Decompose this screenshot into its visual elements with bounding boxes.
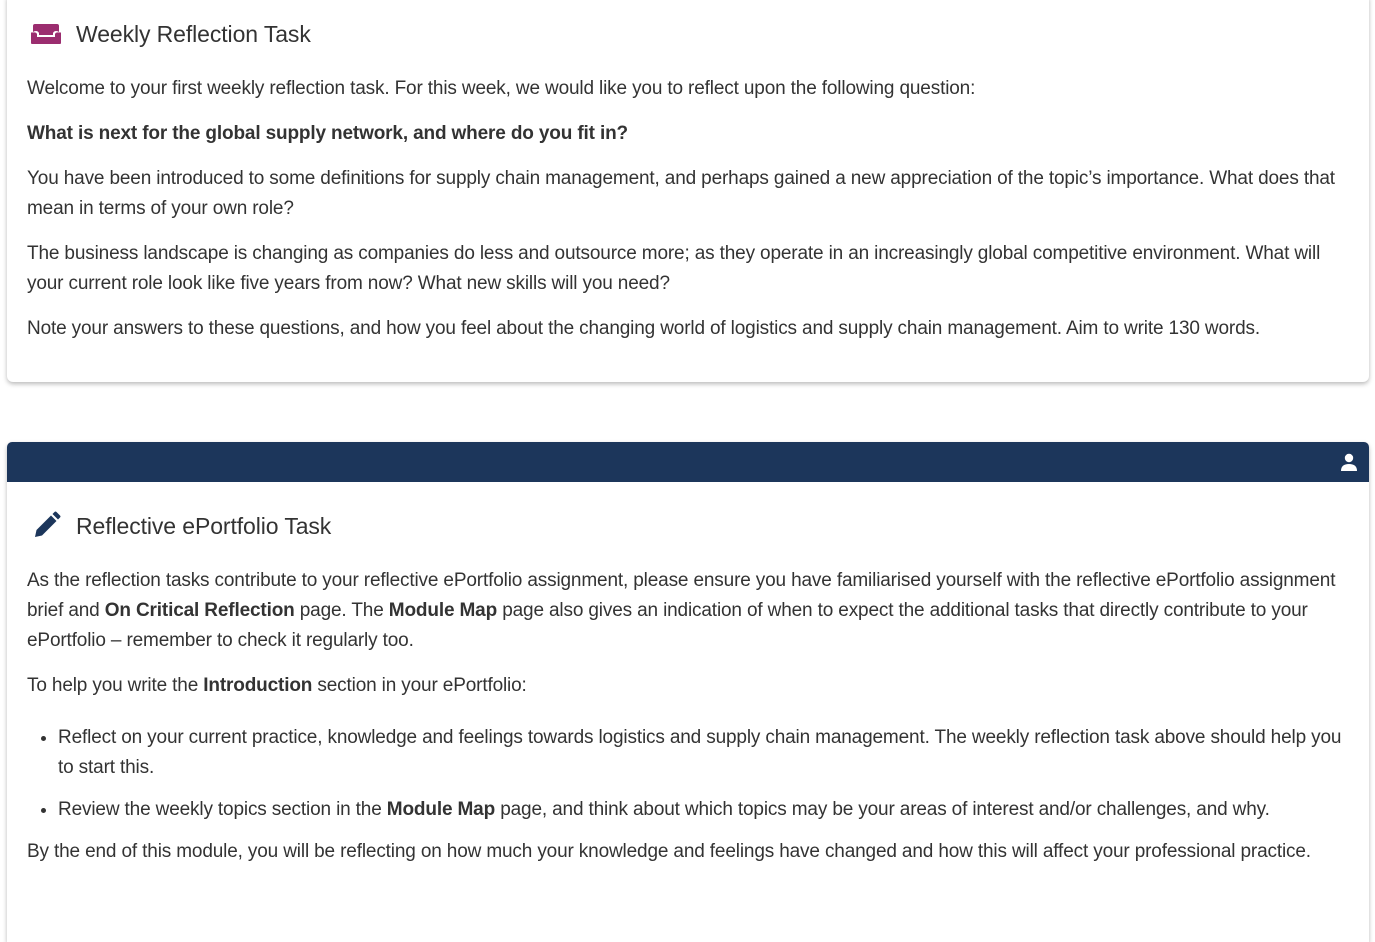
guidance-list — [27, 723, 1349, 825]
intro-text-2: page. The — [294, 600, 389, 621]
closing-text: By the end of this module, you will be reflecting on how much your knowledge and feelings have changed and how this will affect your professional practice. — [27, 841, 1311, 862]
intro-text-3: page also gives an indication of when to expect the additional tasks that directly contribute to your ePortfolio – remember to check it regularly too. — [27, 600, 1308, 651]
list-item: • Reflect on your current practice, knowledge and feelings towards logistics and supply chain management. The weekly reflection task above should help you to start this. — [58, 723, 1349, 783]
weekly-question: What is next for the global supply network, and where do you fit in? — [27, 123, 629, 144]
weekly-reflection-header — [27, 17, 1349, 51]
eportfolio-card — [7, 442, 1369, 942]
weekly-intro-text: Welcome to your first weekly reflection task. For this week, we would like you to reflect upon the following question: — [27, 78, 976, 99]
card-header-band — [7, 442, 1369, 482]
bullet-text-1: Review the weekly topics section in the — [58, 799, 387, 820]
introduction-bold: Introduction — [203, 675, 313, 696]
help-text — [27, 671, 1349, 701]
help-text-2: section in your ePortfolio: — [312, 675, 527, 696]
weekly-paragraph-2: The business landscape is changing as companies do less and outsource more; as they operate in an increasingly global competitive environment. What will your current role look like five years from now? What new skills will you need? — [27, 243, 1321, 294]
weekly-paragraph-3: Note your answers to these questions, and how you feel about the changing world of logistics and supply chain management. Aim to write 130 words. — [27, 318, 1260, 339]
pencil-icon — [27, 512, 65, 540]
weekly-reflection-card — [7, 0, 1369, 382]
couch-icon — [27, 20, 65, 48]
help-text-1: To help you write the — [27, 675, 204, 696]
on-critical-reflection-link[interactable]: On Critical Reflection — [104, 600, 295, 621]
user-icon[interactable] — [1339, 452, 1359, 472]
bullet-text-2: page, and think about which topics may be your areas of interest and/or challenges, and why. — [495, 799, 1270, 820]
eportfolio-intro — [27, 566, 1349, 656]
list-item — [58, 795, 1349, 825]
eportfolio-header — [27, 509, 1349, 543]
weekly-reflection-title: Weekly Reflection Task — [76, 20, 311, 47]
weekly-paragraph-1: You have been introduced to some definitions for supply chain management, and perhaps gained a new appreciation of the topic’s importance. What does that mean in terms of your own role? — [27, 168, 1335, 219]
weekly-reflection-body — [7, 17, 1369, 344]
eportfolio-body — [7, 509, 1369, 867]
module-map-link[interactable]: Module Map — [388, 600, 498, 621]
module-map-bold[interactable]: Module Map — [386, 799, 496, 820]
eportfolio-title: Reflective ePortfolio Task — [76, 512, 332, 539]
intro-text-1: As the reflection tasks contribute to your reflective ePortfolio assignment, please ensure you have familiarised yourself with the reflective ePortfolio assignment brief and — [27, 570, 1336, 621]
